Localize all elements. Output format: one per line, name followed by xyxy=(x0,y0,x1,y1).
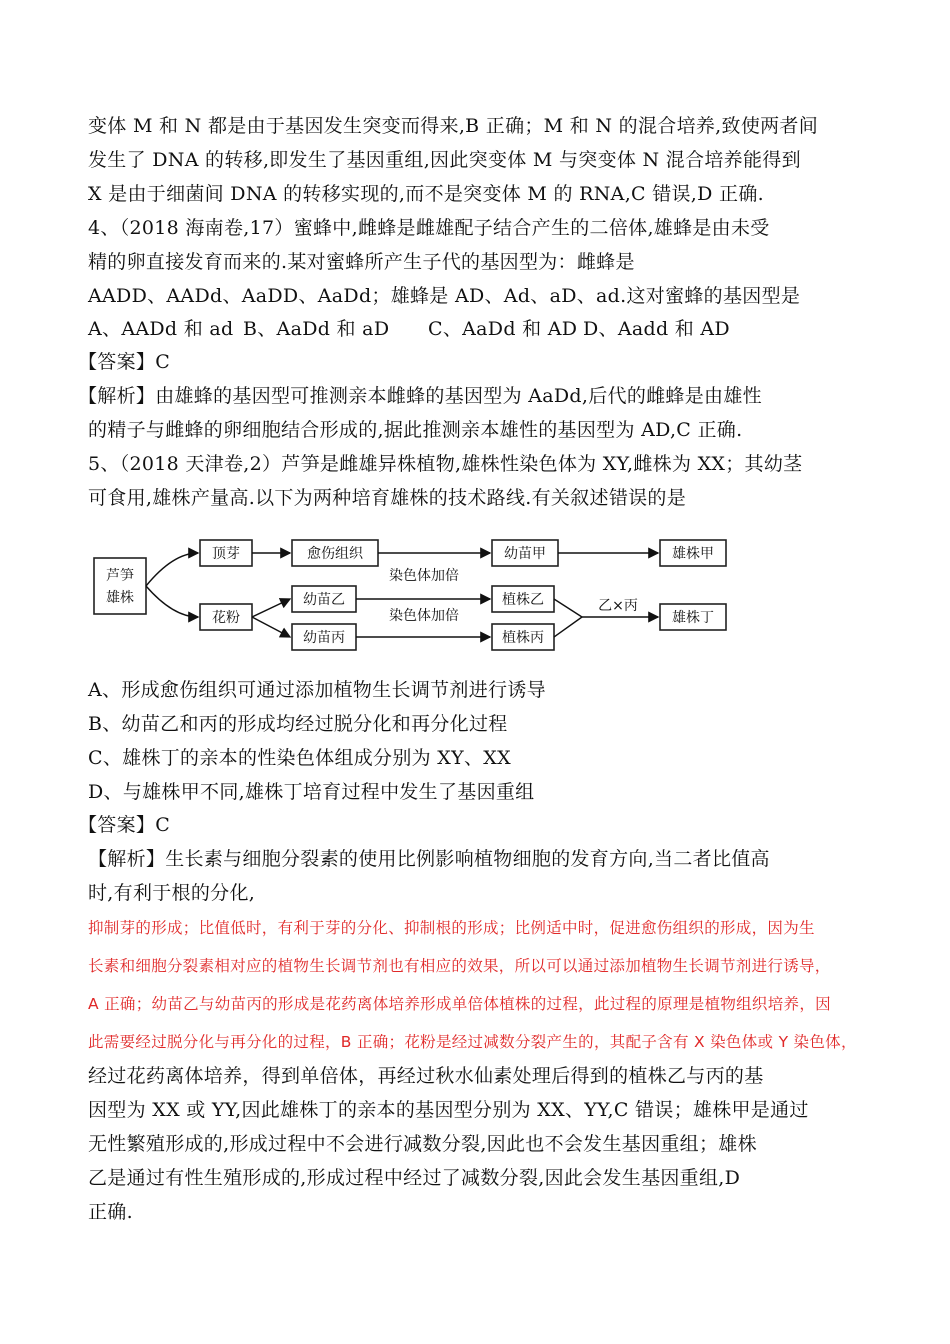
question-5-explanation: 因型为 XX 或 YY,因此雄株丁的亲本的基因型分别为 XX、YY,C 错误；雄株甲是通过 xyxy=(88,1099,809,1121)
question-4-stem: 4、（2018 海南卷,17）蜜蜂中,雌蜂是雌雄配子结合产生的二倍体,雄蜂是由未受 xyxy=(88,217,770,239)
seedling-yi-label: 幼苗乙 xyxy=(303,592,345,608)
arrow xyxy=(146,586,198,617)
question-4-stem: AADD、AADd、AaDD、AaDd；雄蜂是 AD、Ad、aD、ad.这对蜜蜂的基因型是 xyxy=(88,285,801,307)
text-line: 发生了 DNA 的转移,即发生了基因重组,因此突变体 M 与突变体 N 混合培养能得到 xyxy=(88,149,801,171)
start-label: 雄株 xyxy=(106,590,134,606)
plant-bing-label: 植株丙 xyxy=(502,630,544,646)
question-5-explanation: 经过花药离体培养，得到单倍体，再经过秋水仙素处理后得到的植株乙与丙的基 xyxy=(88,1065,764,1087)
question-5-explanation: 正确. xyxy=(88,1201,133,1223)
highlighted-explanation: 抑制芽的形成；比值低时，有利于芽的分化、抑制根的形成；比例适中时，促进愈伤组织的形成，因为生 xyxy=(88,919,815,937)
question-5-explanation: 【解析】生长素与细胞分裂素的使用比例影响植物细胞的发育方向,当二者比值高 xyxy=(88,848,770,870)
arrow xyxy=(252,617,290,637)
question-5-explanation: 时,有利于根的分化, xyxy=(88,882,256,904)
question-5-answer: 【答案】C xyxy=(78,814,171,836)
question-4-answer: 【答案】C xyxy=(78,351,171,373)
option-b: B、幼苗乙和丙的形成均经过脱分化和再分化过程 xyxy=(88,713,508,735)
option-a: A、AADd 和 ad xyxy=(88,318,234,340)
text-line: X 是由于细菌间 DNA 的转移实现的,而不是突变体 M 的 RNA,C 错误,D 正确. xyxy=(88,183,764,205)
pollen-label: 花粉 xyxy=(212,610,240,626)
arrow xyxy=(146,553,198,586)
seedling-jia-label: 幼苗甲 xyxy=(504,546,546,562)
highlighted-explanation: 此需要经过脱分化与再分化的过程，B 正确；花粉是经过减数分裂产生的，其配子含有 X 染色体或 Y 染色体， xyxy=(88,1033,857,1051)
double-label-2: 染色体加倍 xyxy=(389,608,459,624)
option-d: D、与雄株甲不同,雄株丁培育过程中发生了基因重组 xyxy=(88,781,535,803)
option-b: B、AaDd 和 aD xyxy=(243,318,390,340)
option-a: A、形成愈伤组织可通过添加植物生长调节剂进行诱导 xyxy=(88,679,546,701)
male-jia-label: 雄株甲 xyxy=(672,546,714,562)
question-4-explanation: 的精子与雌蜂的卵细胞结合形成的,据此推测亲本雄性的基因型为 AD,C 正确. xyxy=(88,419,743,441)
breeding-flow-diagram xyxy=(88,520,748,660)
highlighted-explanation: 长素和细胞分裂素相对应的植物生长调节剂也有相应的效果，所以可以通过添加植物生长调节剂进行诱导， xyxy=(88,957,831,975)
option-c: C、AaDd 和 AD xyxy=(428,318,578,340)
arrow xyxy=(252,599,290,617)
text-line: 变体 M 和 N 都是由于基因发生突变而得来,B 正确；M 和 N 的混合培养,致使两者间 xyxy=(88,115,819,137)
start-label: 芦笋 xyxy=(106,568,134,584)
question-4-stem: 精的卵直接发育而来的.某对蜜蜂所产生子代的基因型为：雌蜂是 xyxy=(88,251,635,273)
question-5-stem: 5、（2018 天津卷,2）芦笋是雌雄异株植物,雄株性染色体为 XY,雌株为 XX；其幼茎 xyxy=(88,453,803,475)
question-5-explanation: 无性繁殖形成的,形成过程中不会进行减数分裂,因此也不会发生基因重组；雄株 xyxy=(88,1133,757,1155)
arrow xyxy=(554,617,582,637)
question-5-explanation: 乙是通过有性生殖形成的,形成过程中经过了减数分裂,因此会发生基因重组,D xyxy=(88,1167,741,1189)
highlighted-explanation: A 正确；幼苗乙与幼苗丙的形成是花药离体培养形成单倍体植株的过程，此过程的原理是植物组织培养，因 xyxy=(88,995,831,1013)
plant-yi-label: 植株乙 xyxy=(502,592,544,608)
callus-label: 愈伤组织 xyxy=(307,546,363,562)
male-ding-label: 雄株丁 xyxy=(672,610,714,626)
arrow xyxy=(554,599,582,617)
option-d: D、Aadd 和 AD xyxy=(583,318,730,340)
cross-label: 乙×丙 xyxy=(598,598,638,614)
seedling-bing-label: 幼苗丙 xyxy=(303,630,345,646)
double-label-1: 染色体加倍 xyxy=(389,568,459,584)
option-c: C、雄株丁的亲本的性染色体组成分别为 XY、XX xyxy=(88,747,511,769)
question-4-explanation: 【解析】由雄蜂的基因型可推测亲本雌蜂的基因型为 AaDd,后代的雌蜂是由雄性 xyxy=(78,385,762,407)
bud-label: 顶芽 xyxy=(212,546,240,562)
question-4-options xyxy=(88,315,730,343)
question-5-stem: 可食用,雄株产量高.以下为两种培育雄株的技术路线.有关叙述错误的是 xyxy=(88,487,687,509)
